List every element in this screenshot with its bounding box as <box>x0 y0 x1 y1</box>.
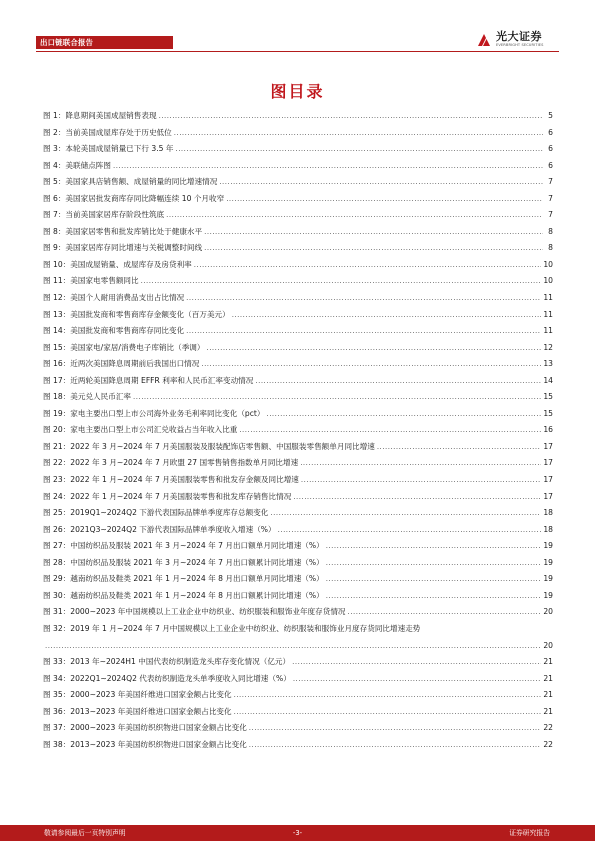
toc-entry-label: 图 7：当前美国家居库存阶段性筑底 <box>43 210 165 220</box>
toc-entry-page: 7 <box>548 177 553 187</box>
toc-leader-dots <box>292 656 541 668</box>
toc-entry-label: 图 38：2013~2023 年美国纺织织物进口国家金额占比变化 <box>43 739 247 749</box>
page-title: 图目录 <box>270 82 325 101</box>
toc-entry[interactable] <box>43 275 553 292</box>
toc-entry-page: 8 <box>548 243 553 253</box>
toc-entry[interactable] <box>43 722 553 739</box>
toc-entry[interactable] <box>43 606 553 623</box>
toc-leader-dots <box>300 457 541 469</box>
toc-leader-dots <box>278 524 542 536</box>
toc-leader-dots <box>234 689 542 701</box>
toc-entry-page: 20 <box>543 607 553 617</box>
toc-entry-label: 图 37：2000~2023 年美国纺织织物进口国家金额占比变化 <box>43 723 247 733</box>
toc-leader-dots <box>249 722 542 734</box>
toc-entry[interactable] <box>43 342 553 359</box>
footer-disclaimer: 敬请参阅最后一页特别声明 <box>44 829 126 837</box>
toc-leader-dots <box>226 193 543 205</box>
toc-entry-page: 21 <box>543 673 553 683</box>
toc-entry[interactable] <box>43 292 553 309</box>
brand-name-en: EVERBRIGHT SECURITIES <box>496 43 544 47</box>
toc-entry-label: 图 22：2022 年 3 月~2024 年 7 月欧盟 27 国零售销售指数单月同比增速 <box>43 458 299 468</box>
toc-entry-page: 10 <box>543 276 553 286</box>
toc-entry-label: 图 25：2019Q1~2024Q2 下游代表国际品牌单季度库存总额变化 <box>43 508 269 518</box>
toc-entry-label: 图 17：近两轮美国降息周期 EFFR 利率和人民币汇率变动情况 <box>43 375 254 385</box>
toc-entry[interactable] <box>43 110 553 127</box>
toc-entry-label: 图 21：2022 年 3 月~2024 年 7 月美国服装及服装配饰店零售额、中国服装零售额单月同比增速 <box>43 441 375 451</box>
toc-leader-dots <box>174 127 543 139</box>
footer-doc-type: 证券研究报告 <box>509 829 550 837</box>
toc-leader-dots <box>293 491 541 503</box>
toc-leader-dots <box>141 275 542 287</box>
toc-entry-page: 20 <box>543 640 553 650</box>
toc-leader-dots <box>301 474 541 486</box>
toc-leader-dots <box>266 408 541 420</box>
toc-entry[interactable] <box>43 176 553 193</box>
toc-leader-dots <box>234 706 542 718</box>
toc-entry-label: 图 9：美国家居库存同比增速与关税调整时间线 <box>43 243 203 253</box>
toc-entry-label: 图 11：美国家电零售额同比 <box>43 276 139 286</box>
toc-entry[interactable] <box>43 242 553 259</box>
toc-entry[interactable] <box>43 375 553 392</box>
toc-leader-dots <box>239 424 541 436</box>
toc-entry-label: 图 36：2013~2023 年美国纤维进口国家金额占比变化 <box>43 706 232 716</box>
toc-entry-label: 图 33：2013 年~2024H1 中国代表纺织制造龙头库存变化情况（亿元） <box>43 657 291 667</box>
toc-entry-page: 6 <box>548 144 553 154</box>
toc-entry-page: 13 <box>543 359 553 369</box>
toc-entry[interactable] <box>43 391 553 408</box>
toc-leader-dots <box>326 557 542 569</box>
toc-entry-page: 15 <box>543 392 553 402</box>
toc-leader-dots <box>166 209 543 221</box>
toc-entry[interactable] <box>43 524 553 541</box>
toc-entry-page: 8 <box>548 226 553 236</box>
toc-entry-label: 图 1：降息期间美国成屋销售表现 <box>43 111 157 120</box>
toc-entry[interactable] <box>43 408 553 425</box>
toc-leader-dots <box>326 540 542 552</box>
toc-entry-label: 图 23：2022 年 1 月~2024 年 7 月美国服装零售和批发存金额及同比增速 <box>43 475 299 485</box>
toc-entry-label: 图 24：2022 年 1 月~2024 年 7 月美国服装零售和批发库存销售比情况 <box>43 491 292 501</box>
toc-entry-page: 22 <box>543 723 553 733</box>
toc-entry-page: 7 <box>548 193 553 203</box>
toc-leader-dots <box>206 342 541 354</box>
toc-entry[interactable] <box>43 540 553 557</box>
toc-entry-page: 21 <box>543 706 553 716</box>
toc-entry-page: 19 <box>543 574 553 584</box>
toc-entry[interactable] <box>43 590 553 607</box>
toc-entry-label: 图 2：当前美国成屋库存处于历史低位 <box>43 127 172 137</box>
toc-leader-dots <box>204 226 543 238</box>
brand-name-cn: 光大证券 <box>496 30 542 43</box>
toc-entry-label: 图 26：2021Q3~2024Q2 下游代表国际品牌单季度收入增速（%） <box>43 524 276 534</box>
toc-entry-label: 图 27：中国纺织品及服装 2021 年 3 月~2024 年 7 月出口额单月同比增速（%） <box>43 541 324 551</box>
toc-leader-dots <box>326 573 542 585</box>
toc-entry-page: 17 <box>543 458 553 468</box>
toc-leader-dots <box>232 309 542 321</box>
figure-list <box>43 110 553 755</box>
toc-entry-page: 17 <box>543 491 553 501</box>
toc-entry-page: 21 <box>543 657 553 667</box>
toc-leader-dots <box>194 259 542 271</box>
toc-entry-label: 图 15：美国家电/家居/消费电子库销比（季调） <box>43 342 205 352</box>
toc-entry[interactable] <box>43 457 553 474</box>
toc-leader-dots <box>133 391 541 403</box>
toc-entry[interactable] <box>43 557 553 574</box>
toc-entry[interactable] <box>43 226 553 243</box>
toc-entry[interactable] <box>43 209 553 226</box>
toc-entry-page: 19 <box>543 557 553 567</box>
toc-entry-page: 18 <box>543 524 553 534</box>
toc-entry-page: 10 <box>543 259 553 269</box>
toc-leader-dots <box>255 375 541 387</box>
toc-entry[interactable] <box>43 739 553 756</box>
toc-entry[interactable] <box>43 193 553 210</box>
toc-leader-dots <box>204 242 543 254</box>
toc-entry-label: 图 12：美国个人耐用消费品支出占比情况 <box>43 293 185 303</box>
toc-entry-label: 图 19：家电主要出口型上市公司海外业务毛利率同比变化（pct） <box>43 408 265 418</box>
toc-entry-page: 11 <box>543 309 553 319</box>
toc-entry-page: 12 <box>543 342 553 352</box>
toc-entry-label: 图 28：中国纺织品及服装 2021 年 3 月~2024 年 7 月出口额累计同比增速（%） <box>43 557 324 567</box>
toc-leader-dots <box>186 325 541 337</box>
toc-leader-dots <box>113 160 543 172</box>
toc-entry-page: 18 <box>543 508 553 518</box>
toc-entry[interactable] <box>43 325 553 342</box>
toc-leader-dots <box>201 358 541 370</box>
toc-entry-page: 6 <box>548 127 553 137</box>
toc-entry-page: 21 <box>543 690 553 700</box>
toc-entry-label: 图 16：近两次美国降息周期前后我国出口情况 <box>43 359 200 369</box>
header-divider <box>36 51 559 52</box>
toc-entry-label: 图 6：美国家居批发商库存同比降幅连续 10 个月收窄 <box>43 193 225 203</box>
toc-entry-label: 图 31：2000~2023 年中国规模以上工业企业中纺织业、纺织服装和服饰业年度存货情况 <box>43 607 346 617</box>
brand-logo-icon <box>476 32 492 48</box>
toc-entry[interactable] <box>43 474 553 491</box>
toc-leader-dots <box>175 143 543 155</box>
toc-leader-dots <box>326 590 542 602</box>
toc-entry[interactable] <box>43 491 553 508</box>
toc-entry-page: 11 <box>543 293 553 303</box>
toc-entry-label: 图 30：越南纺织品及鞋类 2021 年 1 月~2024 年 8 月出口额累计同比增速（%） <box>43 590 324 600</box>
toc-entry[interactable] <box>43 358 553 375</box>
toc-entry-label: 图 3：本轮美国成屋销量已下行 3.5 年 <box>43 144 174 154</box>
toc-entry-page: 14 <box>543 375 553 385</box>
toc-entry-label: 图 14：美国批发商和零售商库存同比变化 <box>43 326 185 336</box>
toc-leader-dots <box>45 640 541 652</box>
toc-entry[interactable] <box>43 689 553 706</box>
toc-leader-dots <box>270 507 541 519</box>
toc-entry[interactable] <box>43 309 553 326</box>
toc-entry-label: 图 32：2019 年 1 月~2024 年 7 月中国规模以上工业企业中纺织业、纺织服装和服饰业月度存货同比增速走势 <box>43 623 421 633</box>
toc-entry-label: 图 8：美国家居零售和批发库销比处于健康水平 <box>43 226 203 236</box>
toc-entry-page: 19 <box>543 590 553 600</box>
toc-entry[interactable] <box>43 673 553 690</box>
toc-entry-label: 图 4：美联储点阵图 <box>43 160 111 170</box>
toc-entry-page: 22 <box>543 739 553 749</box>
toc-entry[interactable] <box>43 441 553 458</box>
toc-entry-page: 7 <box>548 210 553 220</box>
toc-entry[interactable] <box>43 656 553 673</box>
toc-entry[interactable] <box>43 424 553 441</box>
toc-entry[interactable] <box>43 640 553 657</box>
toc-entry-label: 图 34：2022Q1~2024Q2 代表纺织制造龙头单季度收入同比增速（%） <box>43 673 291 683</box>
toc-entry-page: 15 <box>543 408 553 418</box>
toc-entry-page: 5 <box>548 111 553 120</box>
toc-entry[interactable] <box>43 573 553 590</box>
toc-entry-label: 图 29：越南纺织品及鞋类 2021 年 1 月~2024 年 8 月出口额单月同比增速（%） <box>43 574 324 584</box>
toc-entry-page: 11 <box>543 326 553 336</box>
toc-entry-label: 图 18：美元兑人民币汇率 <box>43 392 132 402</box>
toc-leader-dots <box>186 292 541 304</box>
toc-entry-page: 17 <box>543 441 553 451</box>
toc-leader-dots <box>159 110 543 122</box>
brand-logo <box>476 30 560 50</box>
toc-leader-dots <box>219 176 543 188</box>
toc-leader-dots <box>348 606 542 618</box>
toc-entry-label: 图 13：美国批发商和零售商库存金额变化（百万美元） <box>43 309 230 319</box>
toc-leader-dots <box>249 739 542 751</box>
toc-entry[interactable] <box>43 259 553 276</box>
toc-entry-page: 16 <box>543 425 553 435</box>
toc-entry-page: 19 <box>543 541 553 551</box>
page-number: -3- <box>292 829 303 837</box>
toc-entry-label: 图 10：美国成屋销量、成屋库存及房贷利率 <box>43 259 192 269</box>
toc-leader-dots <box>293 673 542 685</box>
toc-entry[interactable] <box>43 507 553 524</box>
toc-entry-label: 图 20：家电主要出口型上市公司汇兑收益占当年收入比重 <box>43 425 238 435</box>
toc-entry-page: 6 <box>548 160 553 170</box>
report-type-label: 出口链联合报告 <box>40 38 94 47</box>
toc-entry[interactable] <box>43 160 553 177</box>
toc-entry[interactable] <box>43 623 553 640</box>
toc-entry-label: 图 35：2000~2023 年美国纤维进口国家金额占比变化 <box>43 690 232 700</box>
toc-entry-page: 17 <box>543 475 553 485</box>
toc-leader-dots <box>377 441 542 453</box>
toc-entry[interactable] <box>43 127 553 144</box>
toc-entry-label: 图 5：美国家具店销售额、成屋销量的同比增速情况 <box>43 177 218 187</box>
toc-entry[interactable] <box>43 706 553 723</box>
toc-entry[interactable] <box>43 143 553 160</box>
